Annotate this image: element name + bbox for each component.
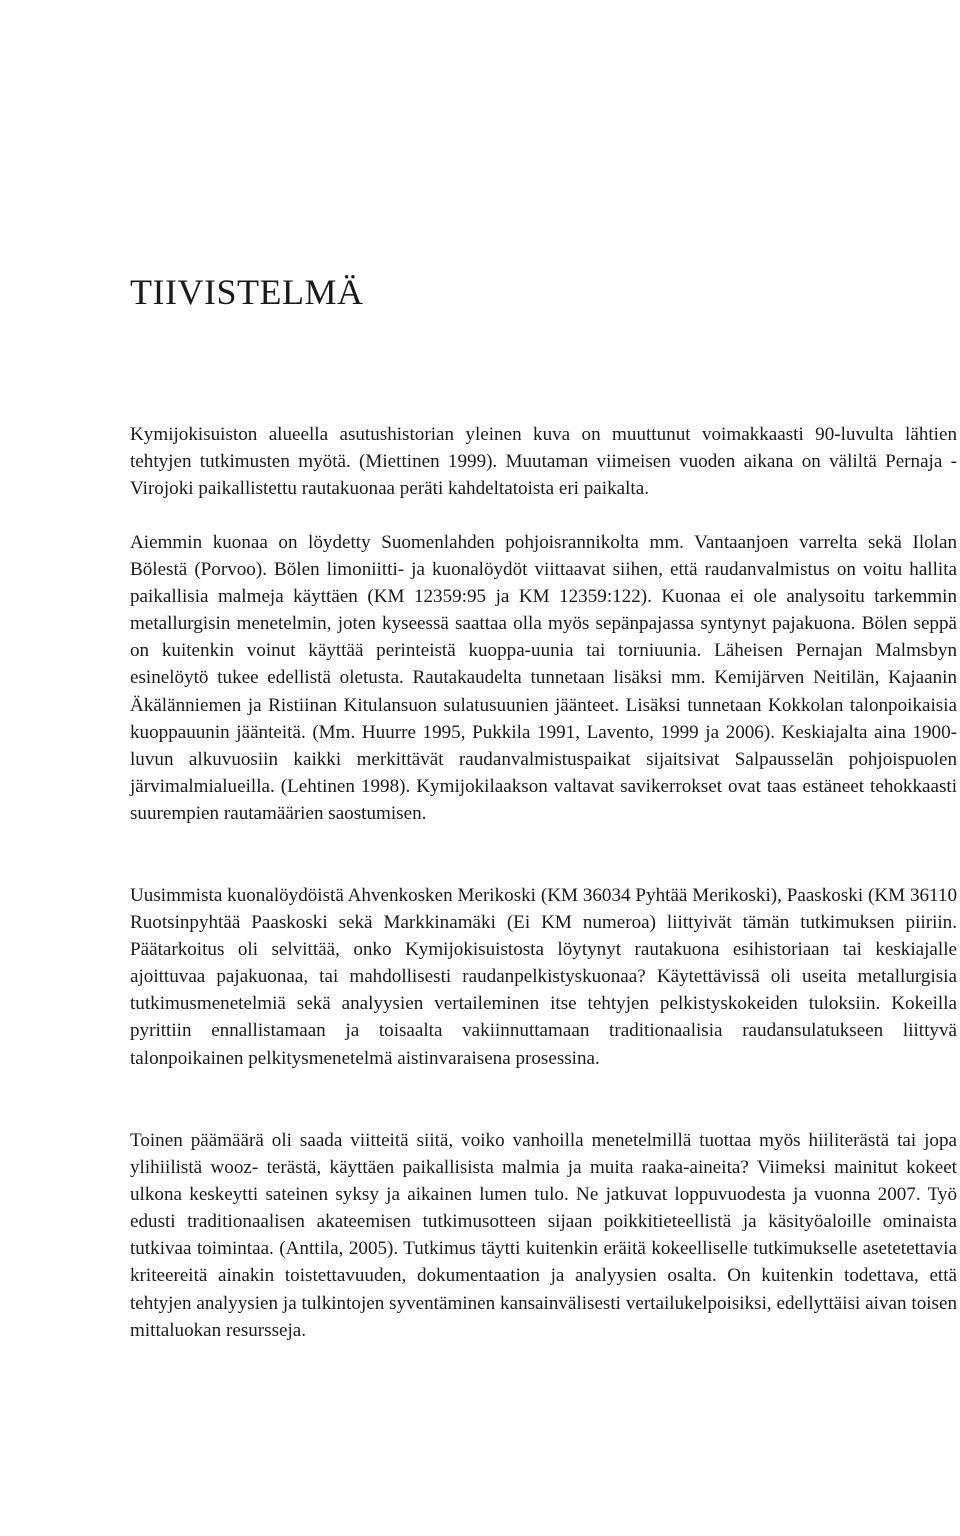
page-title: TIIVISTELMÄ: [130, 272, 364, 312]
paragraph-recent-finds: Uusimmista kuonalöydöistä Ahvenkosken Merikoski (KM 36034 Pyhtää Merikoski), Paaskoski (KM 36110 Ruotsinpyhtää Paaskoski sekä Markkinamäki (Ei KM numeroa) liittyivät tämän tutkimuksen piiriin. Päätarkoitus oli selvittää, onko Kymijokisuistosta löytynyt rautakuona esihistoriaan tai keskiajalle ajoittuvaa pajakuonaa, tai mahdollisesti raudanpelkistyskuonaa? Käytettävissä oli useita metallurgisia tutkimusmenetelmiä sekä analyysien vertaileminen itse tehtyjen pelkistyskokeiden tuloksiin. Kokeilla pyrittiin ennallistamaan ja toisaalta vakiinnuttamaan traditionaalisia raudansulatukseen liittyvä talonpoikainen pelkitysmenetelmä aistinvaraisena prosessina.: [130, 885, 957, 1069]
paragraph-intro: Kymijokisuiston alueella asutushistorian yleinen kuva on muuttunut voimakkaasti 90-luvulta lähtien tehtyjen tutkimusten myötä. (Miettinen 1999). Muutaman viimeisen vuoden aikana on väliltä Pernaja - Virojoki paikallistettu rautakuonaa peräti kahdeltatoista eri paikalta.: [130, 424, 957, 500]
paragraph-second-goal: Toinen päämäärä oli saada viitteitä siitä, voiko vanhoilla menetelmillä tuottaa myös hiiliterästä tai jopa ylihiilistä wooz- terästä, käyttäen paikallisista malmia ja muita raaka-aineita? Viimeksi mainitut kokeet ulkona keskeytti sateinen syksy ja aikainen lumen tulo. Ne jatkuvat loppuvuodesta ja vuonna 2007. Työ edusti traditionaalisen akateemisen tutkimusotteen sijaan poikkitieteellistä ja käsityöaloille ominaista tutkivaa toimintaa. (Anttila, 2005). Tutkimus täytti kuitenkin eräitä kokeelliselle tutkimukselle asetetettavia kriteereitä ainakin toistettavuuden, dokumentaation ja analyysien osalta. On kuitenkin todettava, että tehtyjen analyysien ja tulkintojen syventäminen kansainvälisesti vertailukelpoisiksi, edellyttäisi aivan toisen mittaluokan resursseja.: [130, 1130, 957, 1341]
paragraph-earlier-finds: Aiemmin kuonaa on löydetty Suomenlahden pohjoisrannikolta mm. Vantaanjoen varrelta sekä Ilolan Bölestä (Porvoo). Bölen limoniitti- ja kuonalöydöt viittaavat siihen, että raudanvalmistus on voitu hallita paikallisia malmeja käyttäen (KM 12359:95 ja KM 12359:122). Kuonaa ei ole analysoitu tarkemmin metallurgisin menetelmin, joten kyseessä saattaa olla myös sepänpajassa syntynyt pajakuona. Bölen seppä on kuitenkin voinut käyttää perinteistä kuoppa-uunia tai torniuunia. Läheisen Pernajan Malmsbyn esinelöytö tukee edellistä oletusta. Rautakaudelta tunnetaan lisäksi mm. Kemijärven Neitilän, Kajaanin Äkälänniemen ja Ristiinan Kitulansuon sulatusuunien jäänteet. Lisäksi tunnetaan Kokkolan talonpoikaisia kuoppauunin jäänteitä. (Mm. Huurre 1995, Pukkila 1991, Lavento, 1999 ja 2006). Keskiajalta aina 1900- luvun alkuvuosiin kaikki merkittävät raudanvalmistuspaikat sijaitsivat Salpausselän pohjoispuolen järvimalmialueilla. (Lehtinen 1998). Kymijokilaakson valtavat savikerrokset ovat taas estäneet tehokkaasti suurempien rautamäärien saostumisen.: [130, 532, 957, 824]
